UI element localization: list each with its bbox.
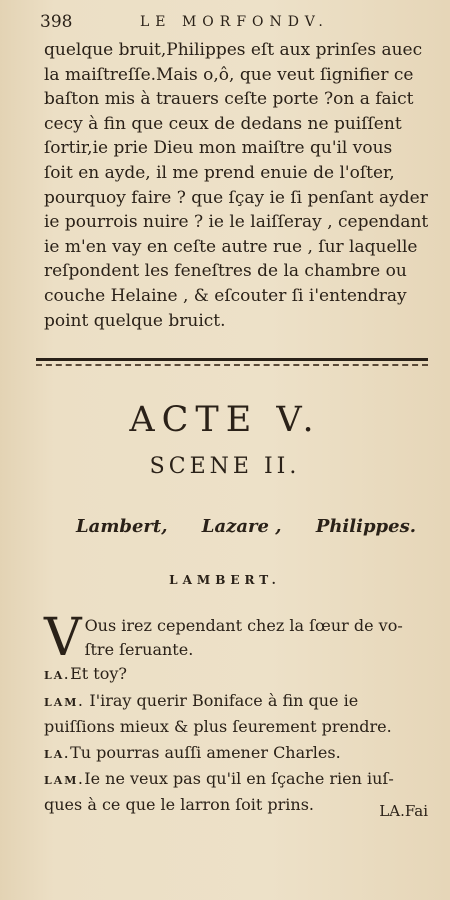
prose-line: baſton mis à trauers ceſte porte ?on a faict — [44, 89, 414, 110]
dialogue-line — [44, 689, 434, 715]
prose-line: ie m'en vay en ceſte autre rue , ſur laquelle — [44, 236, 418, 257]
drop-cap: V — [44, 608, 82, 668]
dialogue-line: ſtre ſeruante. — [84, 640, 194, 660]
act-title: ACTE V. — [129, 400, 321, 440]
speaker-heading: LAMBERT. — [169, 573, 281, 587]
speaker-tag: LAM. — [44, 774, 85, 788]
character-name: Philippes. — [315, 516, 416, 537]
dialogue-line: Ous irez cependant chez la ſœur de vo- — [84, 616, 403, 635]
prose-line: cecy à fin que ceux de dedans ne puiſſent — [44, 113, 402, 134]
catchword: LA.Fai — [379, 802, 428, 820]
speaker-tag: LAM. — [44, 695, 85, 709]
speaker-tag: LA. — [44, 669, 71, 683]
prose-line: pourquoy faire ? que ſçay ie ſi penſant ayder — [44, 187, 428, 208]
dialogue-line — [44, 662, 434, 688]
dialogue-text: Ie ne veux pas qu'il en ſçache rien iuſ- — [84, 769, 394, 789]
prose-block — [44, 38, 429, 333]
character-list — [76, 516, 416, 537]
dialogue-line — [44, 767, 434, 793]
dialogue-line — [44, 715, 434, 741]
dialogue-text: ques à ce que le larron ſoit prins. — [44, 795, 314, 815]
scene-title: SCENE II. — [149, 454, 301, 479]
speaker-tag: LA. — [44, 748, 71, 762]
dialogue-text: Et toy? — [70, 664, 127, 684]
character-name: Lazare , — [201, 516, 282, 537]
prose-line: point quelque bruict. — [44, 310, 226, 331]
page-number: 398 — [40, 12, 73, 32]
dialogue-text: I'iray querir Boniface à fin que ie — [84, 690, 359, 710]
dialogue-text: puiſſions mieux & plus ſeurement prendre. — [44, 716, 392, 736]
prose-line: reſpondent les feneſtres de la chambre ou — [44, 261, 407, 282]
running-title: LE MORFONDV. — [140, 14, 329, 30]
page-header — [40, 12, 420, 34]
prose-line: couche Helaine , & eſcouter ſi i'entendray — [44, 285, 407, 306]
dialogue-line — [44, 741, 434, 767]
character-name: Lambert, — [76, 516, 168, 537]
prose-line: ie pourrois nuire ? ie le laiſſeray , cependant — [44, 212, 429, 233]
prose-line: ſortir,ie prie Dieu mon maiſtre qu'il vous — [44, 138, 393, 159]
dialogue-line — [44, 793, 434, 819]
ornamental-rule — [36, 358, 428, 366]
prose-line: la maiſtreſſe.Mais o,ô, que veut ſignifier ce — [44, 64, 414, 85]
prose-line: quelque bruit,Philippes eſt aux prinſes auec — [44, 40, 423, 60]
prose-line: ſoit en ayde, il me prend enuie de l'oſter, — [44, 162, 395, 183]
dialogue-text: Tu pourras auſſi amener Charles. — [70, 743, 341, 763]
dialogue-block — [44, 608, 434, 820]
